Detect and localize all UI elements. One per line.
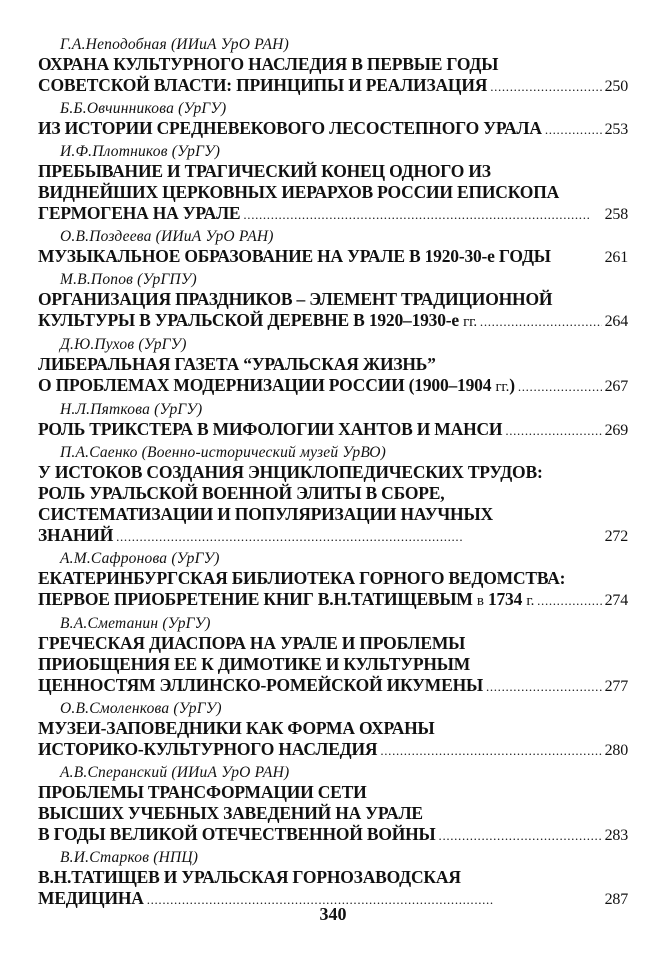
dot-leader — [486, 676, 602, 697]
entry-title-line: ВЫСШИХ УЧЕБНЫХ ЗАВЕДЕНИЙ НА УРАЛЕ — [38, 803, 423, 823]
entry-author: О.В.Смоленкова (УрГУ) — [60, 700, 222, 717]
dot-leader — [518, 376, 602, 397]
entry-author: П.А.Саенко (Военно-исторический музей УрВО) — [60, 444, 387, 461]
toc-entry — [38, 271, 628, 333]
dot-leader — [116, 526, 601, 547]
entry-title-text: КУЛЬТУРЫ В УРАЛЬСКОЙ ДЕРЕВНЕ В 1920–1930-е гг. — [38, 310, 477, 330]
entry-author: И.Ф.Плотников (УрГУ) — [60, 143, 221, 160]
entry-title-text: ЦЕННОСТЯМ ЭЛЛИНСКО-РОМЕЙСКОЙ ИКУМЕНЫ — [38, 675, 483, 695]
entry-title-text: В ГОДЫ ВЕЛИКОЙ ОТЕЧЕСТВЕННОЙ ВОЙНЫ — [38, 824, 436, 844]
entry-title-text: ЗНАНИЙ — [38, 525, 114, 545]
dot-leader — [243, 204, 601, 225]
entry-title-last-line — [38, 246, 628, 268]
dot-leader — [537, 590, 601, 611]
entry-author: В.А.Сметанин (УрГУ) — [60, 615, 211, 632]
entry-author: А.В.Сперанский (ИИиА УрО РАН) — [60, 764, 290, 781]
entry-page-number: 280 — [604, 742, 628, 759]
toc-entry — [38, 143, 628, 225]
entry-title-line: РОЛЬ УРАЛЬСКОЙ ВОЕННОЙ ЭЛИТЫ В СБОРЕ, — [38, 483, 445, 503]
entry-title-text: ГЕРМОГЕНА НА УРАЛЕ — [38, 203, 241, 223]
toc-entry — [38, 700, 628, 761]
entry-title-line: ПРИОБЩЕНИЯ ЕЕ К ДИМОТИКЕ И КУЛЬТУРНЫМ — [38, 654, 471, 674]
entry-title-line: ПРЕБЫВАНИЕ И ТРАГИЧЕСКИЙ КОНЕЦ ОДНОГО ИЗ — [38, 161, 491, 181]
entry-title-last-line — [38, 75, 628, 97]
entry-title-text: СОВЕТСКОЙ ВЛАСТИ: ПРИНЦИПЫ И РЕАЛИЗАЦИЯ — [38, 75, 488, 95]
entry-title-line: ЛИБЕРАЛЬНАЯ ГАЗЕТА “УРАЛЬСКАЯ ЖИЗНЬ” — [38, 354, 436, 374]
dot-leader — [490, 76, 601, 97]
entry-title-last-line — [38, 589, 628, 612]
toc-entry — [38, 336, 628, 398]
entry-author: Д.Ю.Пухов (УрГУ) — [60, 336, 187, 353]
page-number: 340 — [319, 904, 347, 924]
dot-leader — [380, 740, 601, 761]
entry-page-number: 283 — [604, 827, 628, 844]
entry-title-last-line — [38, 419, 628, 441]
entry-title-text: ИСТОРИКО-КУЛЬТУРНОГО НАСЛЕДИЯ — [38, 739, 378, 759]
entry-page-number: 269 — [604, 422, 628, 439]
entry-page-number: 258 — [604, 206, 628, 223]
entry-author: В.И.Старков (НПЦ) — [60, 849, 199, 866]
entry-author: Г.А.Неподобная (ИИиА УрО РАН) — [60, 36, 289, 53]
dot-leader — [480, 311, 602, 332]
entry-author: Н.Л.Пяткова (УрГУ) — [60, 401, 203, 418]
entry-title-last-line — [38, 739, 628, 761]
entry-title-text: РОЛЬ ТРИКСТЕРА В МИФОЛОГИИ ХАНТОВ И МАНСИ — [38, 419, 503, 439]
entry-author: О.В.Поздеева (ИИиА УрО РАН) — [60, 228, 274, 245]
toc-entry — [38, 849, 628, 910]
entry-title-last-line — [38, 375, 628, 398]
entry-page-number: 261 — [604, 249, 628, 266]
toc-entry — [38, 228, 628, 268]
toc-entry — [38, 100, 628, 140]
toc-entry — [38, 764, 628, 846]
entry-title-last-line — [38, 525, 628, 547]
entry-title-line: МУЗЕИ-ЗАПОВЕДНИКИ КАК ФОРМА ОХРАНЫ — [38, 718, 435, 738]
dot-leader — [545, 119, 602, 140]
entry-author: Б.Б.Овчинникова (УрГУ) — [60, 100, 227, 117]
entry-page-number: 264 — [604, 313, 628, 330]
entry-title-line: ГРЕЧЕСКАЯ ДИАСПОРА НА УРАЛЕ И ПРОБЛЕМЫ — [38, 633, 466, 653]
toc-entry — [38, 36, 628, 97]
table-of-contents — [38, 36, 628, 913]
entry-title-line: СИСТЕМАТИЗАЦИИ И ПОПУЛЯРИЗАЦИИ НАУЧНЫХ — [38, 504, 493, 524]
toc-entry — [38, 401, 628, 441]
entry-title-line: ЕКАТЕРИНБУРГСКАЯ БИБЛИОТЕКА ГОРНОГО ВЕДОМСТВА: — [38, 568, 566, 588]
entry-page-number: 253 — [604, 121, 628, 138]
dot-leader — [505, 420, 601, 441]
toc-entry — [38, 550, 628, 612]
entry-title-line: ОХРАНА КУЛЬТУРНОГО НАСЛЕДИЯ В ПЕРВЫЕ ГОДЫ — [38, 54, 499, 74]
entry-page-number: 274 — [604, 592, 628, 609]
entry-title-last-line — [38, 203, 628, 225]
entry-title-line: ВИДНЕЙШИХ ЦЕРКОВНЫХ ИЕРАРХОВ РОССИИ ЕПИСКОПА — [38, 182, 560, 202]
entry-title-text: МУЗЫКАЛЬНОЕ ОБРАЗОВАНИЕ НА УРАЛЕ В 1920-30-е ГОДЫ — [38, 246, 551, 266]
entry-title-last-line — [38, 310, 628, 333]
toc-entry — [38, 615, 628, 697]
dot-leader — [439, 825, 602, 846]
entry-title-last-line — [38, 118, 628, 140]
entry-title-text: ИЗ ИСТОРИИ СРЕДНЕВЕКОВОГО ЛЕСОСТЕПНОГО УРАЛА — [38, 118, 542, 138]
entry-author: М.В.Попов (УрГПУ) — [60, 271, 197, 288]
entry-page-number: 250 — [604, 78, 628, 95]
entry-page-number: 287 — [604, 891, 628, 908]
entry-title-last-line — [38, 675, 628, 697]
entry-page-number: 277 — [604, 678, 628, 695]
entry-title-line: ОРГАНИЗАЦИЯ ПРАЗДНИКОВ – ЭЛЕМЕНТ ТРАДИЦИОННОЙ — [38, 289, 553, 309]
toc-entry — [38, 444, 628, 547]
entry-page-number: 267 — [604, 378, 628, 395]
entry-title-line: У ИСТОКОВ СОЗДАНИЯ ЭНЦИКЛОПЕДИЧЕСКИХ ТРУДОВ: — [38, 462, 543, 482]
entry-title-text: МЕДИЦИНА — [38, 888, 144, 908]
entry-title-text: О ПРОБЛЕМАХ МОДЕРНИЗАЦИИ РОССИИ (1900–1904 гг.) — [38, 375, 515, 395]
entry-author: А.М.Сафронова (УрГУ) — [60, 550, 220, 567]
entry-title-last-line — [38, 824, 628, 846]
entry-page-number: 272 — [604, 528, 628, 545]
entry-title-line: В.Н.ТАТИЩЕВ И УРАЛЬСКАЯ ГОРНОЗАВОДСКАЯ — [38, 867, 461, 887]
entry-title-line: ПРОБЛЕМЫ ТРАНСФОРМАЦИИ СЕТИ — [38, 782, 367, 802]
entry-title-text: ПЕРВОЕ ПРИОБРЕТЕНИЕ КНИГ В.Н.ТАТИЩЕВЫМ в 1734 г. — [38, 589, 535, 609]
